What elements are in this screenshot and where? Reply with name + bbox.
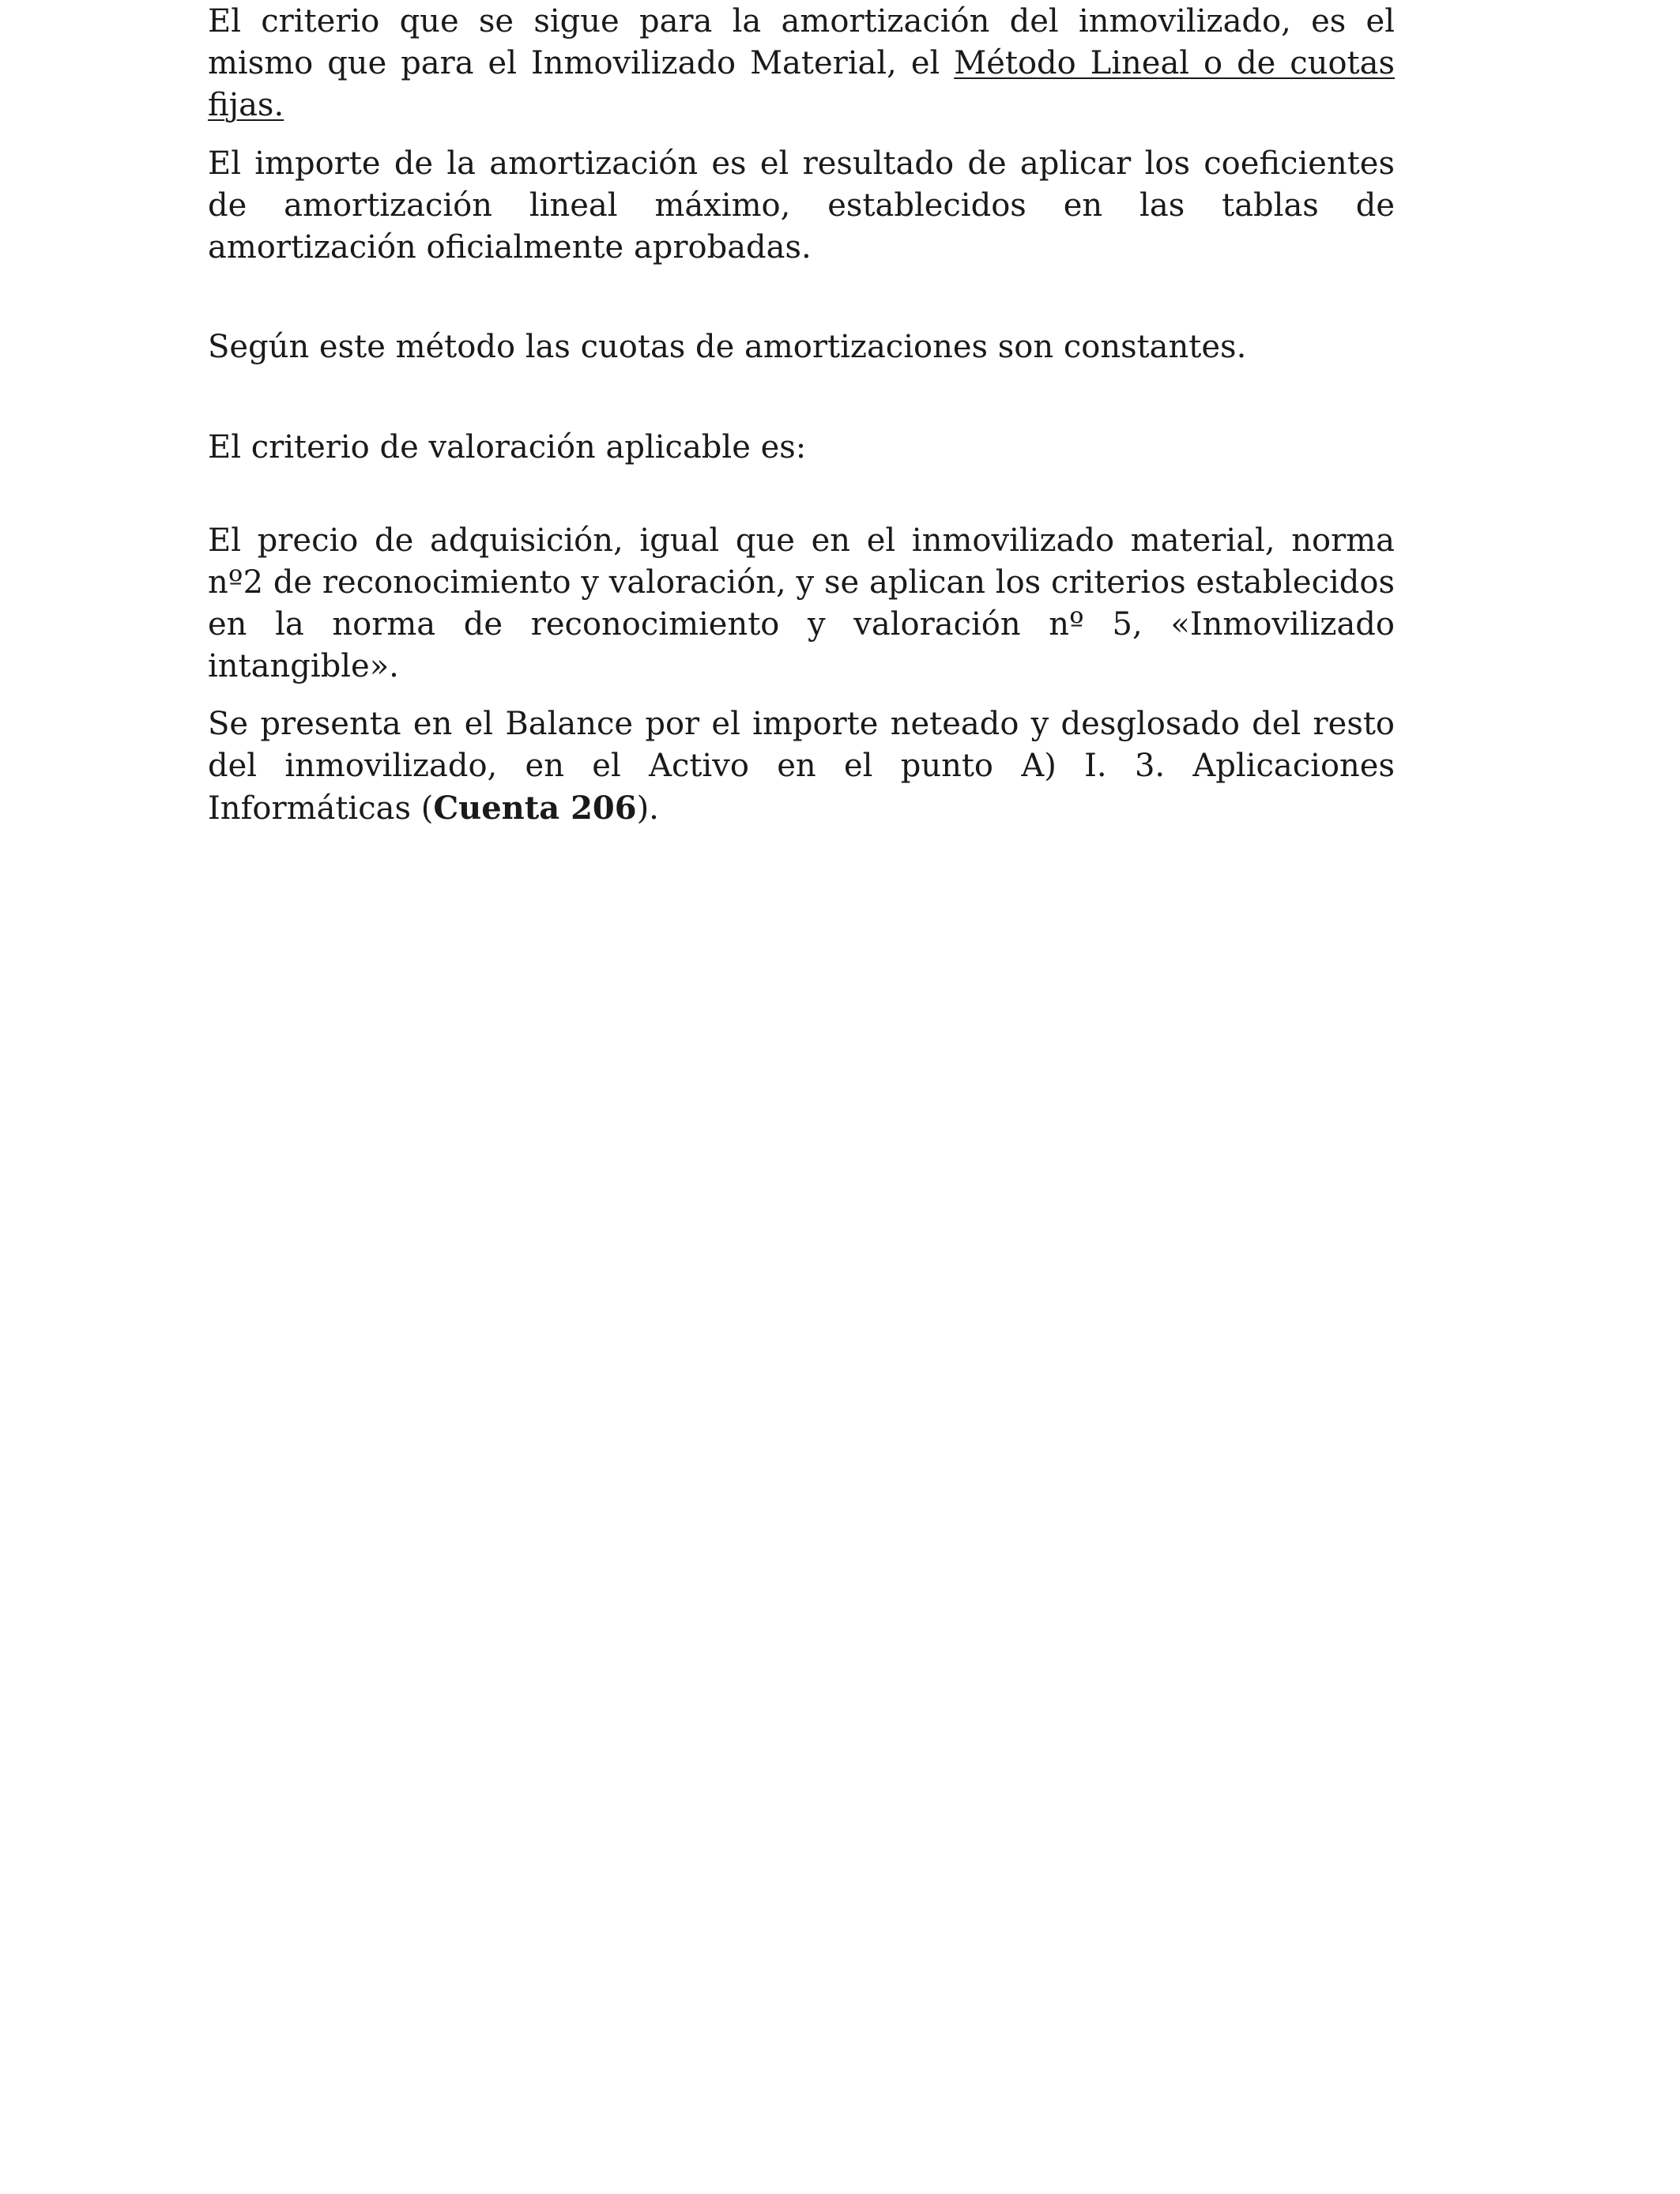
paragraph-6-text-before: Se presenta en el Balance por el importe neteado y desglosado del resto del inmovilizado, en el Activo en el punto A) I. 3. Aplicaciones Informáticas ( <box>208 706 1395 827</box>
paragraph-amortization-criterion <box>208 1 1395 126</box>
paragraph-valuation-criterion: El criterio de valoración aplicable es: <box>208 429 807 466</box>
paragraph-balance-presentation <box>208 703 1395 830</box>
paragraph-acquisition-price: El precio de adquisición, igual que en el inmovilizado material, norma nº2 de reconocimiento y valoración, y se aplican los criterios establecidos en la norma de reconocimiento y valoración nº 5, «Inmovilizado intangible». <box>208 522 1395 684</box>
linear-method-underlined-text: Método Lineal o de cuotas fijas. <box>208 45 1395 123</box>
account-206-bold-text: Cuenta 206 <box>433 790 637 827</box>
paragraph-constant-quotas: Según este método las cuotas de amortizaciones son constantes. <box>208 329 1247 365</box>
paragraph-6-text-after: ). <box>636 790 659 827</box>
paragraph-1-text: El criterio que se sigue para la amortización del inmovilizado, es el mismo que para el Inmovilizado Material, el <box>208 3 1395 81</box>
paragraph-amortization-amount: El importe de la amortización es el resultado de aplicar los coeficientes de amortización lineal máximo, establecidos en las tablas de amortización oficialmente aprobadas. <box>208 145 1395 266</box>
